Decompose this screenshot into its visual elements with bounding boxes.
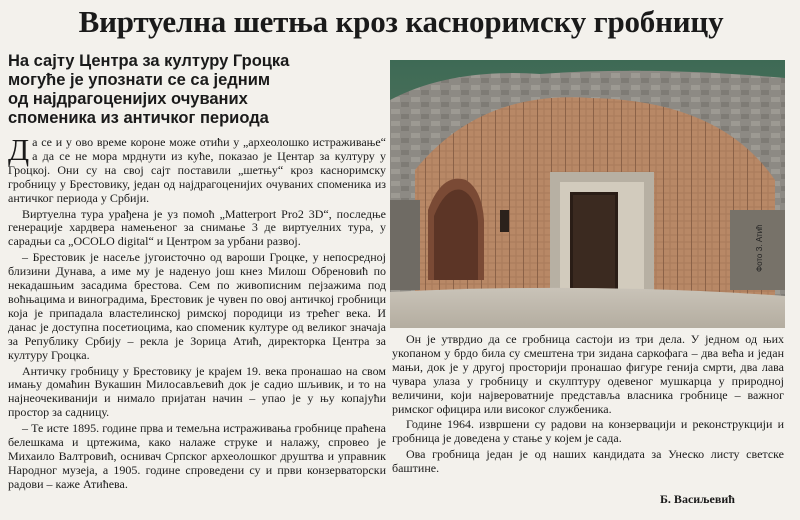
article-paragraph: – Брестовик је насеље југоисточно од вароши Гроцке, у непосредној близини Дунава, а име му је наденуо још кнез Милош Обреновић по некадашњим засадима брестова. Сем по живописним пејзажима под воћњацима и виноградима, Брестовик је чувен по овој античкој гробници која је припадала властелинској римској породици из трећег века. И данас је доступна посетиоцима, као споменик културе од великог значаја за Републику Србију – рекла је Зорица Атић, директорка Центра за културу Гроцка.: [8, 250, 386, 362]
article-headline: Виртуелна шетња кроз касноримску гробницу: [78, 4, 724, 39]
drop-cap: Д: [8, 132, 30, 167]
tomb-photo-image: [390, 60, 785, 328]
article-lead: [8, 52, 380, 128]
paragraph-text: а се и у ово време короне може отићи у „археолошко истраживање“ а да се не мора мрднути из куће, показао је Центар за културу у Гроцкој. Они су на свој сајт поставили „шетњу“ кроз касноримску гробницу у Брестовику, један од најдрагоценијих очуваних споменика из античког периода у Србији.: [8, 135, 386, 205]
lead-line: споменика из античког периода: [8, 109, 269, 127]
article-paragraph: [8, 132, 386, 206]
tomb-photo: [390, 60, 785, 328]
article-paragraph: Он је утврдио да се гробница састоји из три дела. У једном од њих укопаном у брдо била су смештена три зидана саркофага – два већа и један мањи, док је у другој просторији пронашао фигуре генија смрти, два лава чувара улаза у гробницу и скулптуру одевеног мушкарца у природној величини, који највероватније представља власника гробнице – важног римског официра или високог службеника.: [392, 332, 784, 416]
lead-line: могуће је упознати се са једним: [8, 71, 271, 89]
article-byline: Б. Васиљевић: [660, 492, 735, 506]
lead-line: На сајту Центра за културу Гроцка: [8, 52, 290, 70]
article-paragraph: Античку гробницу у Брестовику је крајем 19. века пронашао на свом имању домаћин Вукашин Милосављевић док је садио шљивик, и то на најнеочекиванији и нимало пријатан начин – упао је у њу копајући простор за садницу.: [8, 363, 386, 420]
article-paragraph: Виртуелна тура урађена је уз помоћ „Matterport Pro2 3D“, последње генерације хардвера намењеног за снимање 3 де виртуелних тура, у сарадњи са „OCOLO digital“ и Центром за урбани развој.: [8, 206, 386, 249]
article-left-column: [8, 132, 386, 494]
article-paragraph: Ова гробница један је од наших кандидата за Унеско листу светске баштине.: [392, 447, 784, 476]
article-right-column: [392, 333, 784, 478]
article-paragraph: – Те исте 1895. године прва и темељна истраживања гробнице праћена белешкама и цртежима, како налаже струке и налажу, спровео је Михаило Валтровић, оснивач Српског археолошког друштва и управник Народног музеја, а 1905. године спроведени су и први конзерваторски радови – каже Атићева.: [8, 421, 386, 491]
photo-credit: Фото З. Атић: [755, 224, 764, 272]
article-paragraph: Године 1964. извршени су радови на конзервацији и реконструкцији и гробница је доведена у стање у којем је сада.: [392, 417, 784, 446]
lead-line: од најдрагоценијих очуваних: [8, 90, 248, 108]
